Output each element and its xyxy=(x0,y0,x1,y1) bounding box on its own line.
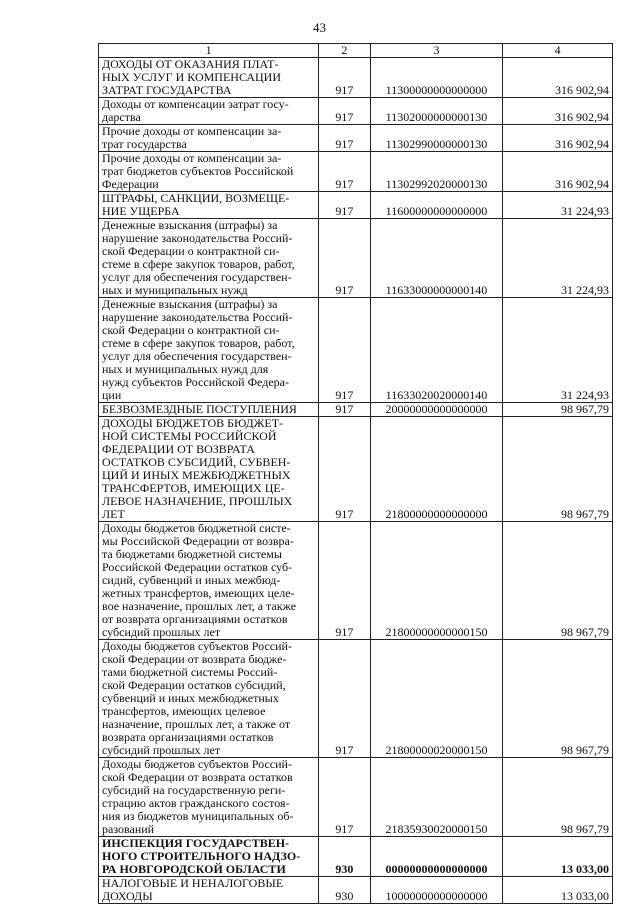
amount: 316 902,94 xyxy=(503,152,613,192)
amount: 98 967,79 xyxy=(503,522,613,640)
description-line: НИЕ УЩЕРБА xyxy=(102,204,180,218)
description-line: та бюджетами бюджетной системы xyxy=(102,547,282,561)
admin-code: 917 xyxy=(319,298,370,403)
description-line: назначение, прошлых лет, а также от xyxy=(102,717,291,731)
admin-code: 917 xyxy=(319,58,370,98)
admin-code: 917 xyxy=(319,98,370,125)
budget-classification-code: 11600000000000000 xyxy=(370,192,503,219)
table-row xyxy=(99,877,613,904)
description-line: ОСТАТКОВ СУБСИДИЙ, СУБВЕН- xyxy=(102,455,291,469)
table-row xyxy=(99,125,613,152)
description-line: ской Федерации о контрактной си- xyxy=(102,323,280,337)
amount: 98 967,79 xyxy=(503,640,613,758)
amount: 13 033,00 xyxy=(503,877,613,904)
amount: 98 967,79 xyxy=(503,417,613,522)
description-line: услуг для обеспечения государствен- xyxy=(102,270,292,284)
description-line: ЦИЙ И ИНЫХ МЕЖБЮДЖЕТНЫХ xyxy=(102,468,291,482)
row-description xyxy=(99,98,319,125)
admin-code: 917 xyxy=(319,152,370,192)
amount: 316 902,94 xyxy=(503,58,613,98)
admin-code: 930 xyxy=(319,877,370,904)
description-line: услуг для обеспечения государствен- xyxy=(102,349,292,363)
budget-classification-code: 21835930020000150 xyxy=(370,758,503,837)
row-description xyxy=(99,877,319,904)
description-line: стеме в сфере закупок товаров, работ, xyxy=(102,257,295,271)
page-number: 43 xyxy=(313,20,326,35)
description-line: Денежные взыскания (штрафы) за xyxy=(102,218,278,232)
description-line: Доходы бюджетов бюджетной систе- xyxy=(102,521,291,535)
description-line: ской Федерации о контрактной си- xyxy=(102,244,280,258)
budget-classification-code: 00000000000000000 xyxy=(370,837,503,877)
row-description xyxy=(99,125,319,152)
table-row xyxy=(99,98,613,125)
description-line: Доходы бюджетов субъектов Россий- xyxy=(102,757,292,771)
budget-classification-code: 20000000000000000 xyxy=(370,403,503,417)
row-description xyxy=(99,152,319,192)
table-row xyxy=(99,403,613,417)
row-description xyxy=(99,522,319,640)
row-description xyxy=(99,837,319,877)
admin-code: 917 xyxy=(319,403,370,417)
admin-code: 917 xyxy=(319,125,370,152)
description-line: субсидий прошлых лет xyxy=(102,625,221,639)
revenue-table xyxy=(98,43,613,904)
budget-classification-code: 11300000000000000 xyxy=(370,58,503,98)
description-line: ской Федерации от возврата бюдже- xyxy=(102,652,287,666)
description-line: ДОХОДЫ xyxy=(102,889,153,903)
description-line: мы Российской Федерации от возвра- xyxy=(102,534,294,548)
description-line: ДОХОДЫ БЮДЖЕТОВ БЮДЖЕТ- xyxy=(102,416,284,430)
description-line: НАЛОГОВЫЕ И НЕНАЛОГОВЫЕ xyxy=(102,876,284,890)
description-line: ТРАНСФЕРТОВ, ИМЕЮЩИХ ЦЕ- xyxy=(102,481,285,495)
amount: 98 967,79 xyxy=(503,758,613,837)
admin-code: 917 xyxy=(319,640,370,758)
description-line: страцию актов гражданского состоя- xyxy=(102,796,290,810)
description-line: Доходы от компенсации затрат госу- xyxy=(102,97,289,111)
description-line: ФЕДЕРАЦИИ ОТ ВОЗВРАТА xyxy=(102,442,255,456)
description-line: дарства xyxy=(102,110,141,124)
description-line: НЫХ УСЛУГ И КОМПЕНСАЦИИ xyxy=(102,70,282,84)
table-row xyxy=(99,522,613,640)
description-line: субвенций и иных межбюджетных xyxy=(102,691,279,705)
description-line: НОЙ СИСТЕМЫ РОССИЙСКОЙ xyxy=(102,429,277,443)
table-row xyxy=(99,192,613,219)
budget-classification-code: 11633000000000140 xyxy=(370,219,503,298)
row-description xyxy=(99,219,319,298)
description-line: тами бюджетной системы Россий- xyxy=(102,665,278,679)
budget-classification-code: 10000000000000000 xyxy=(370,877,503,904)
table-row xyxy=(99,640,613,758)
budget-classification-code: 21800000000000000 xyxy=(370,417,503,522)
admin-code: 917 xyxy=(319,219,370,298)
description-line: трансфертов, имеющих целевое xyxy=(102,704,266,718)
row-description xyxy=(99,758,319,837)
description-line: разований xyxy=(102,822,155,836)
description-line: ДОХОДЫ ОТ ОКАЗАНИЯ ПЛАТ- xyxy=(102,57,279,71)
description-line: от возврата организациями остатков xyxy=(102,612,288,626)
table-row xyxy=(99,758,613,837)
table-row xyxy=(99,219,613,298)
description-line: ЛЕВОЕ НАЗНАЧЕНИЕ, ПРОШЛЫХ xyxy=(102,494,293,508)
description-line: Прочие доходы от компенсации за- xyxy=(102,151,282,165)
budget-classification-code: 21800000000000150 xyxy=(370,522,503,640)
description-line: ской Федерации от возврата остатков xyxy=(102,770,293,784)
budget-classification-code: 21800000020000150 xyxy=(370,640,503,758)
description-line: возврата организациями остатков xyxy=(102,730,274,744)
description-line: стеме в сфере закупок товаров, работ, xyxy=(102,336,295,350)
admin-code: 917 xyxy=(319,758,370,837)
description-line: субсидий прошлых лет xyxy=(102,743,221,757)
admin-code: 917 xyxy=(319,522,370,640)
description-line: нужд субъектов Российской Федера- xyxy=(102,375,289,389)
admin-code: 930 xyxy=(319,837,370,877)
description-line: Прочие доходы от компенсации за- xyxy=(102,124,282,138)
description-line: ИНСПЕКЦИЯ ГОСУДАРСТВЕН- xyxy=(102,836,290,850)
admin-code: 917 xyxy=(319,192,370,219)
row-description xyxy=(99,417,319,522)
row-description xyxy=(99,298,319,403)
description-line: Федерации xyxy=(102,177,159,191)
header-col-3: 3 xyxy=(370,44,503,58)
budget-classification-code: 11302992020000130 xyxy=(370,152,503,192)
description-line: Российской Федерации остатков суб- xyxy=(102,560,293,574)
description-line: трат бюджетов субъектов Российской xyxy=(102,164,294,178)
budget-classification-code: 11633020020000140 xyxy=(370,298,503,403)
admin-code: 917 xyxy=(319,417,370,522)
row-description xyxy=(99,192,319,219)
description-line: ЛЕТ xyxy=(102,507,125,521)
description-line: ЗАТРАТ ГОСУДАРСТВА xyxy=(102,83,232,97)
budget-classification-code: 11302990000000130 xyxy=(370,125,503,152)
amount: 98 967,79 xyxy=(503,403,613,417)
table-row xyxy=(99,417,613,522)
description-line: жетных трансфертов, имеющих целе- xyxy=(102,586,295,600)
description-line: ШТРАФЫ, САНКЦИИ, ВОЗМЕЩЕ- xyxy=(102,191,290,205)
header-col-4: 4 xyxy=(503,44,613,58)
header-col-1: 1 xyxy=(99,44,319,58)
description-line: ных и муниципальных нужд xyxy=(102,283,248,297)
description-line: НОГО СТРОИТЕЛЬНОГО НАДЗО- xyxy=(102,849,301,863)
table-row xyxy=(99,58,613,98)
description-line: РА НОВГОРОДСКОЙ ОБЛАСТИ xyxy=(102,862,286,876)
description-line: сидий, субвенций и иных межбюд- xyxy=(102,573,281,587)
description-line: трат государства xyxy=(102,137,187,151)
description-line: Денежные взыскания (штрафы) за xyxy=(102,297,278,311)
description-line: БЕЗВОЗМЕЗДНЫЕ ПОСТУПЛЕНИЯ xyxy=(102,402,297,416)
description-line: ных и муниципальных нужд для xyxy=(102,362,269,376)
amount: 31 224,93 xyxy=(503,219,613,298)
row-description xyxy=(99,640,319,758)
description-line: нарушение законодательства Россий- xyxy=(102,310,293,324)
amount: 31 224,93 xyxy=(503,192,613,219)
description-line: субсидий на государственную реги- xyxy=(102,783,286,797)
amount: 13 033,00 xyxy=(503,837,613,877)
table-row xyxy=(99,298,613,403)
amount: 316 902,94 xyxy=(503,125,613,152)
description-line: нарушение законодательства Россий- xyxy=(102,231,293,245)
amount: 31 224,93 xyxy=(503,298,613,403)
table-row xyxy=(99,837,613,877)
description-line: ния из бюджетов муниципальных об- xyxy=(102,809,294,823)
description-line: ции xyxy=(102,388,122,402)
description-line: вое назначение, прошлых лет, а также xyxy=(102,599,297,613)
table-row xyxy=(99,152,613,192)
row-description xyxy=(99,403,319,417)
header-col-2: 2 xyxy=(319,44,370,58)
amount: 316 902,94 xyxy=(503,98,613,125)
table-header-row xyxy=(99,44,613,58)
description-line: Доходы бюджетов субъектов Россий- xyxy=(102,639,292,653)
row-description xyxy=(99,58,319,98)
budget-classification-code: 11302000000000130 xyxy=(370,98,503,125)
description-line: ской Федерации остатков субсидий, xyxy=(102,678,286,692)
